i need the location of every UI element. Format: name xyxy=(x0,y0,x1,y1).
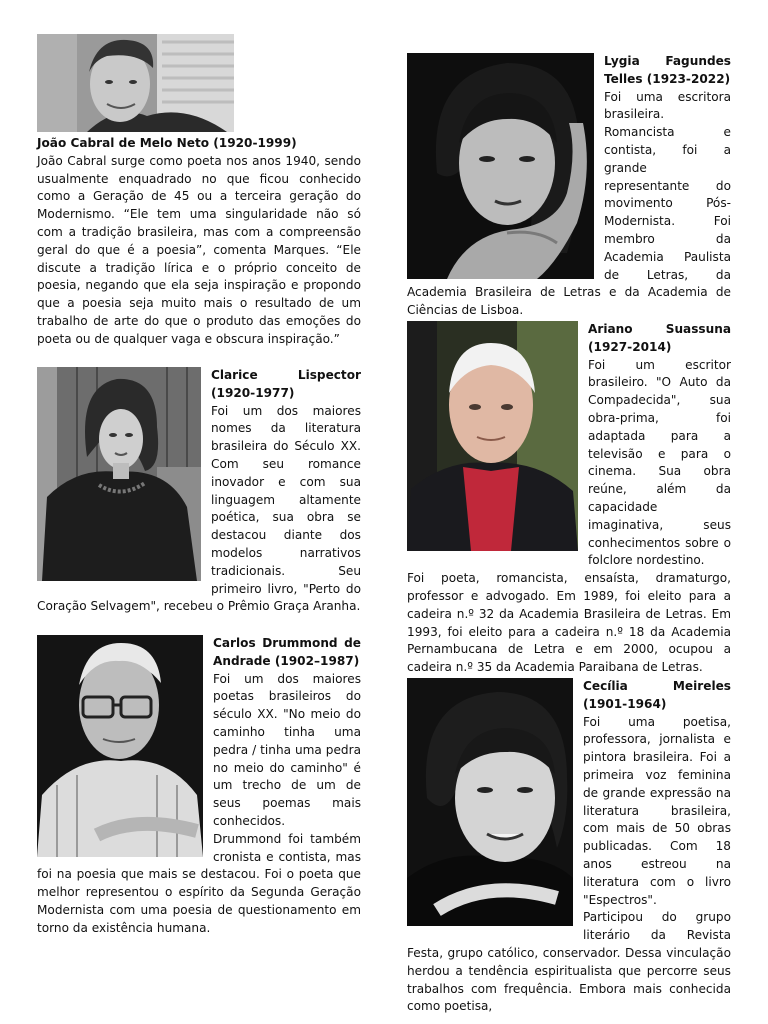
title-lygia: Lygia Fagundes Telles (1923-2022) xyxy=(604,54,731,86)
text-joao-cabral: João Cabral surge como poeta nos anos 1940, sendo usualmente enquadrado no que ficou conhecido como a Geração de 45 ou a terceira geração do Modernismo. “Ele tem uma singularidade não só com a tradição brasileira, mas com a compreensão geral do que é a poesia”, comenta Marques. “Ele discute a tradição lírica e o próprio conceito de poesia, negando que ela seja inspiração e propondo que a poesia seja muito mais o resultado de um trabalho de arte do que o produto das emoções do poeta ou de qualquer vaga e obscura inspiração.” xyxy=(37,153,361,346)
entry-lygia xyxy=(407,53,731,320)
photo-clarice xyxy=(37,367,201,581)
title-clarice: Clarice Lispector (1920-1977) xyxy=(211,368,361,400)
entry-ariano xyxy=(407,321,731,677)
entry-clarice xyxy=(37,367,361,616)
text-clarice: Foi um dos maiores nomes da literatura brasileira do Século XX. Com seu romance inovador e com sua linguagem altamente poética, sua obra se destacou diante dos modelos narrativos tradicionais. Seu primeiro livro, "Perto do Coração Selvagem", recebeu o Prêmio Graça Aranha. xyxy=(37,403,361,614)
title-cecilia: Cecília Meireles (1901-1964) xyxy=(583,679,731,711)
text-drummond-2: Drummond foi também cronista e contista, mas foi na poesia que mais se destacou. Foi o poeta que melhor representou o espírito da Segunda Geração Modernista com uma poesia de questionamento em torno da existência humana. xyxy=(37,831,361,935)
entry-joao-cabral xyxy=(37,34,361,349)
text-ariano-2: Foi poeta, romancista, ensaísta, dramaturgo, professor e advogado. Em 1989, foi eleito para a cadeira n.º 32 da Academia Brasileira de Letras. Em 1993, foi eleito para a cadeira n.º 18 da Academia Pernambucana de Letra e em 2000, ocupou a cadeira n.º 35 da Academia Paraibana de Letras. xyxy=(407,571,731,675)
text-cecilia-1: Foi uma poetisa, professora, jornalista e pintora brasileira. Foi a primeira voz feminina de grande expressão na literatura brasileira, com mais de 50 obras publicadas. Com 18 anos estreou na literatura com o livro "Espectros". xyxy=(583,714,731,907)
title-drummond: Carlos Drummond de Andrade (1902–1987) xyxy=(213,636,361,668)
text-lygia: Foi uma escritora brasileira. Romancista e contista, foi a grande representante do movimento Pós-Modernista. Foi membro da Academia Paulista de Letras, da Academia Brasileira de Letras e da Academia de Ciências de Lisboa. xyxy=(407,89,731,318)
photo-ariano xyxy=(407,321,578,551)
entry-drummond xyxy=(37,635,361,938)
photo-cecilia xyxy=(407,678,573,926)
text-ariano-1: Foi um escritor brasileiro. "O Auto da Compadecida", sua obra-prima, foi adaptada para a televisão e para o cinema. Sua obra reúne, além da capacidade imaginativa, seus conhecimentos sobre o folclore nordestino. xyxy=(588,357,731,568)
entry-cecilia xyxy=(407,678,731,1016)
title-ariano: Ariano Suassuna (1927-2014) xyxy=(588,322,731,354)
photo-joao-cabral xyxy=(37,34,234,132)
photo-drummond xyxy=(37,635,203,857)
text-drummond-1: Foi um dos maiores poetas brasileiros do século XX. "No meio do caminho tinha uma pedra / tinha uma pedra no meio do caminho" é um trecho de um de seus poemas mais conhecidos. xyxy=(213,671,361,828)
title-joao-cabral: João Cabral de Melo Neto (1920-1999) xyxy=(37,136,297,150)
photo-lygia xyxy=(407,53,594,279)
text-cecilia-2: Participou do grupo literário da Revista Festa, grupo católico, conservador. Dessa vinculação herdou a tendência espiritualista que percorre seus trabalhos com frequência. Embora mais conhecida como poetisa, xyxy=(407,910,731,1014)
